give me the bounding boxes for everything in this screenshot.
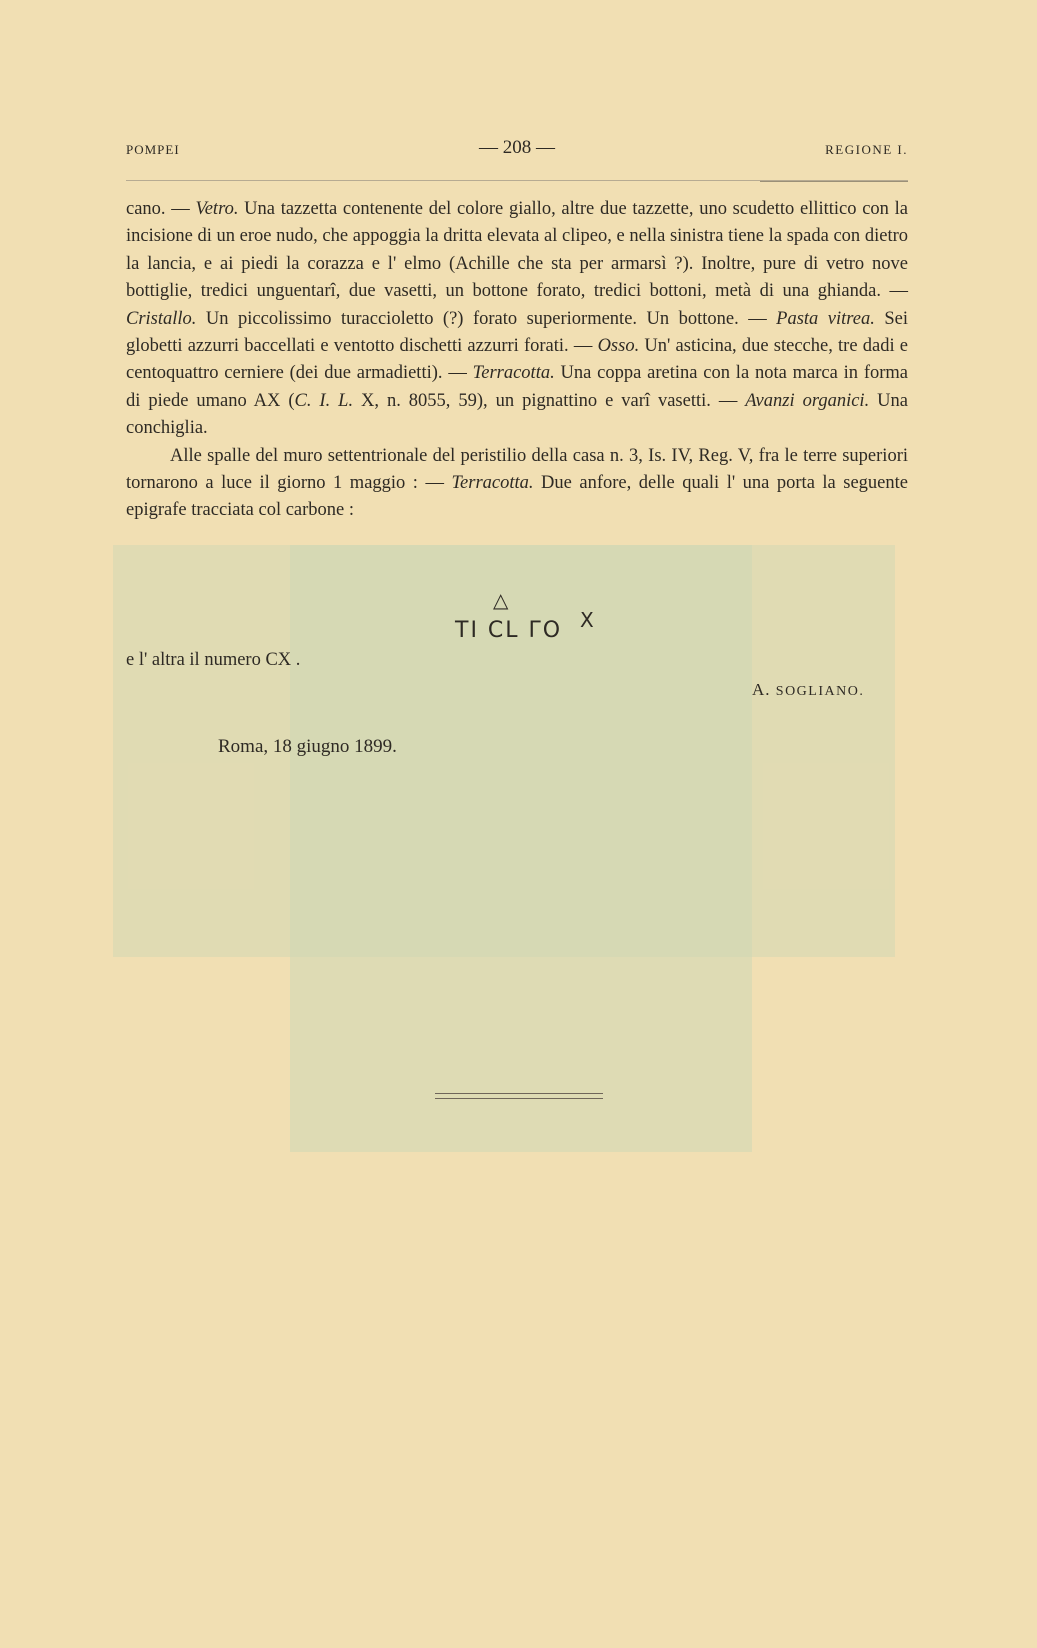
author-signature [752, 680, 864, 700]
page-number: — 208 — [479, 137, 555, 158]
body-text [126, 196, 908, 525]
italic-term: Terracotta. [451, 473, 534, 494]
text-run: Alle spalle del muro settentrionale del peristilio della casa n. 3, Is. IV, Reg. V, fra le terre superiori tornarono a luce il giorno 1 maggio : — [126, 445, 908, 494]
text-run: Una conchiglia. [126, 390, 908, 439]
signature-name: SOGLIANO. [775, 684, 865, 699]
signature-initial: A. [752, 680, 776, 699]
text-run: Un piccolissimo turaccioletto (?) forato superiormente. Un bottone. — [196, 308, 777, 329]
header-rule-segment [760, 181, 908, 182]
header-left: POMPEI [126, 142, 180, 157]
text-run: Due anfore, delle quali l' una porta la seguente epigrafe tracciata col carbone : [126, 473, 908, 521]
italic-term: Osso. [597, 336, 640, 357]
text-run: cano. — [126, 199, 196, 219]
italic-term: Pasta vitrea. [776, 308, 875, 329]
italic-term: Cristallo. [126, 308, 197, 329]
italic-term: C. I. L. [294, 390, 354, 411]
text-run: Sei globetti azzurri baccellati e ventotto dischetti azzurri forati. — [126, 308, 909, 357]
end-rule [435, 1098, 603, 1099]
text-run: X, n. 8055, 59), un pignattino e varî vasetti. — [353, 390, 746, 411]
end-rule [435, 1093, 603, 1094]
italic-term: Terracotta. [472, 363, 555, 384]
header-right: REGIONE I. [825, 142, 908, 157]
text-run: Una coppa aretina con la nota marca in forma di piede umano AX ( [126, 363, 908, 411]
epigraph-suffix: X [580, 608, 594, 632]
dateline: Roma, 18 giugno 1899. [218, 736, 397, 757]
paragraph [126, 196, 908, 443]
paragraph [126, 443, 908, 525]
italic-term: Avanzi organici. [745, 390, 870, 411]
text-run: Un' asticina, due stecche, tre dadi e centoquattro cerniere (dei due armadietti). — [126, 336, 908, 384]
running-header [126, 137, 908, 164]
numeral-line: e l' altra il numero CX . [126, 650, 301, 670]
epigraph-mark: △ [493, 588, 509, 612]
italic-term: Vetro. [195, 199, 239, 219]
text-run: Una tazzetta contenente del colore giallo, altre due tazzette, uno scudetto ellittico con la incisione di un eroe nudo, che appoggia la dritta elevata al clipeo, e nella sinistra tiene la spada con dietro la lancia, e ai piedi la corazza e l' elmo (Achille che sta per armarsì ?). Inoltre, pure di vetro nove bottiglie, tredici unguentarî, due vasetti, un bottone forato, tredici bottoni, metà di una ghianda. — [126, 199, 908, 302]
epigraph-text: TI CL ΓO [455, 618, 563, 643]
